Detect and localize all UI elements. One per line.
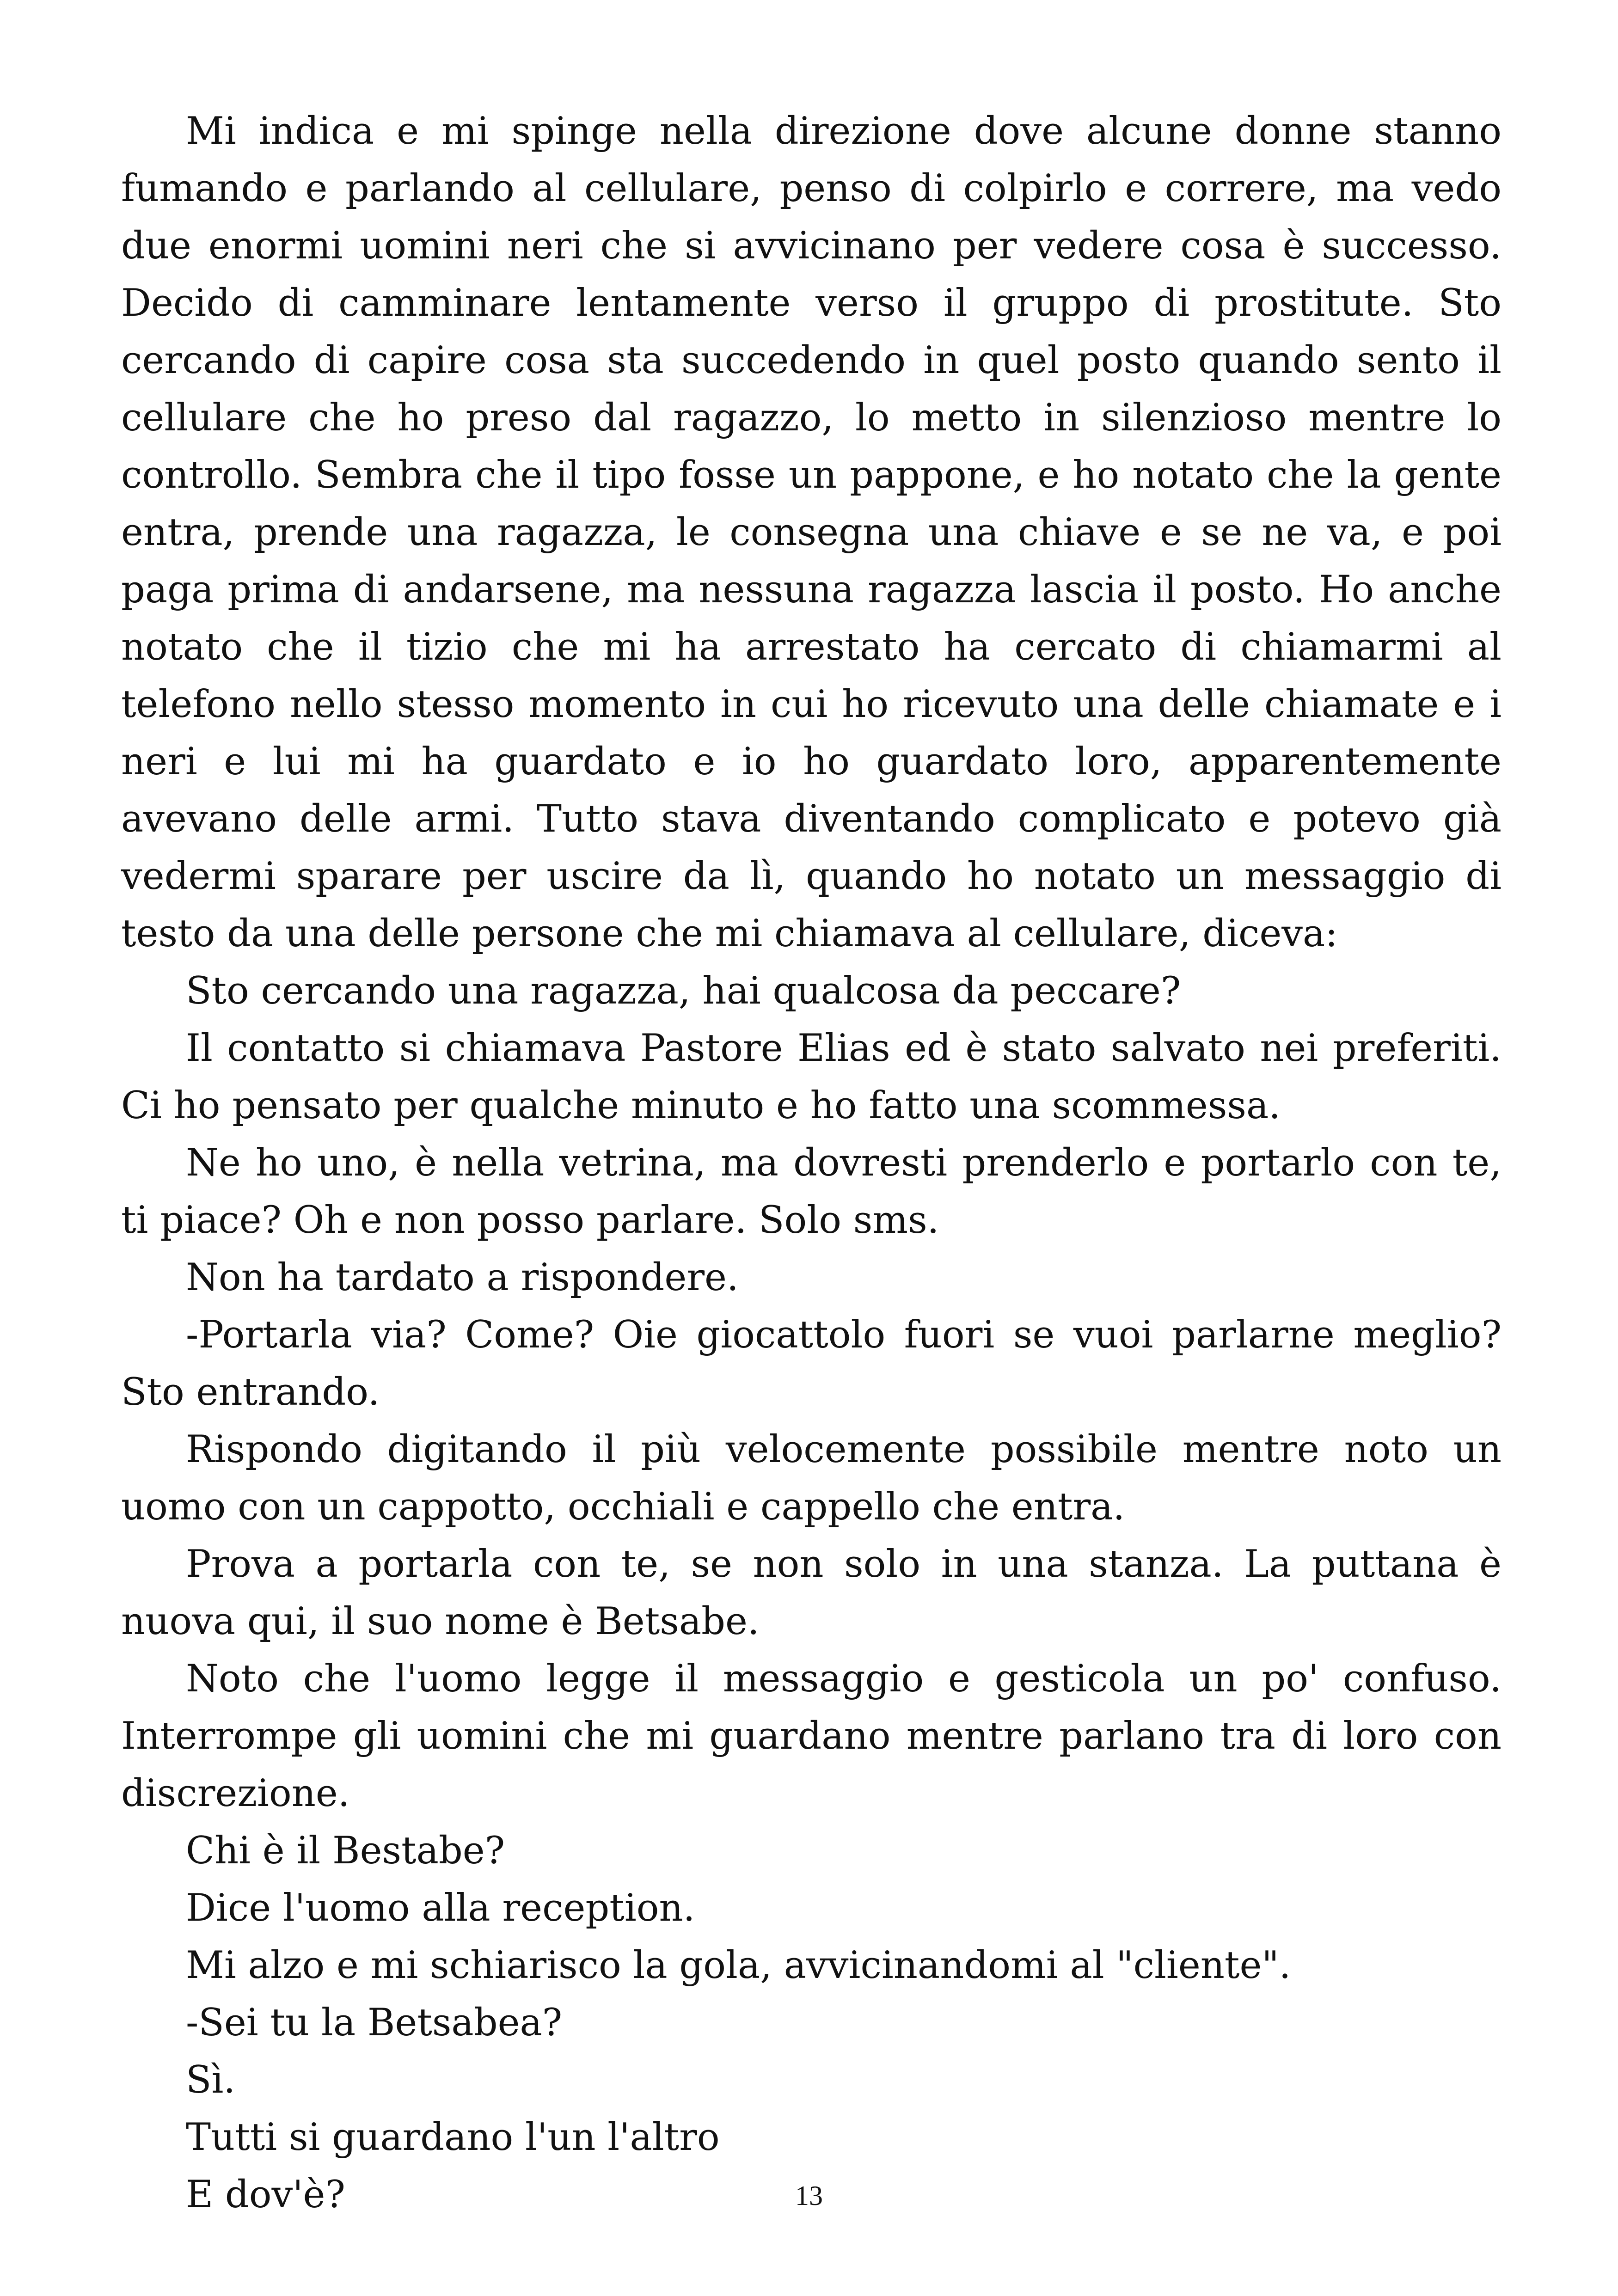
paragraph: Chi è il Bestabe? [186,1829,505,1873]
paragraph: Sì. [186,2058,236,2102]
body-text [121,103,1502,2223]
paragraph: Sto cercando una ragazza, hai qualcosa da peccare? [186,969,1181,1013]
paragraph: Tutti si guardano l'un l'altro [186,2116,720,2159]
paragraph: -Sei tu la Betsabea? [186,2001,563,2045]
paragraph: Prova a portarla con te, se non solo in una stanza. La puttana è nuova qui, il suo nome è Betsabe. [121,1543,1502,1643]
paragraph: Rispondo digitando il più velocemente possibile mentre noto un uomo con un cappotto, occhiali e cappello che entra. [121,1428,1502,1529]
paragraph: E dov'è? [186,2173,345,2216]
paragraph: Ne ho uno, è nella vetrina, ma dovresti prenderlo e portarlo con te, ti piace? Oh e non posso parlare. Solo sms. [121,1141,1502,1242]
paragraph: Noto che l'uomo legge il messaggio e gesticola un po' confuso. Interrompe gli uomini che mi guardano mentre parlano tra di loro con discrezione. [121,1657,1502,1815]
page-number: 13 [795,2180,823,2211]
paragraph: Mi alzo e mi schiarisco la gola, avvicinandomi al "cliente". [186,1944,1291,1987]
paragraph: Non ha tardato a rispondere. [186,1256,739,1299]
paragraph: -Portarla via? Come? Oie giocattolo fuori se vuoi parlarne meglio? Sto entrando. [121,1313,1502,1414]
paragraph: Dice l'uomo alla reception. [186,1886,695,1930]
paragraph: Il contatto si chiamava Pastore Elias ed è stato salvato nei preferiti. Ci ho pensato per qualche minuto e ho fatto una scommessa. [121,1027,1502,1127]
paragraph: Mi indica e mi spinge nella direzione dove alcune donne stanno fumando e parlando al cellulare, penso di colpirlo e correre, ma vedo due enormi uomini neri che si avvicinano per vedere cosa è successo. Decido di camminare lentamente verso il gruppo di prostitute. Sto cercando di capire cosa sta succedendo in quel posto quando sento il cellulare che ho preso dal ragazzo, lo metto in silenzioso mentre lo controllo. Sembra che il tipo fosse un pappone, e ho notato che la gente entra, prende una ragazza, le consegna una chiave e se ne va, e poi paga prima di andarsene, ma nessuna ragazza lascia il posto. Ho anche notato che il tizio che mi ha arrestato ha cercato di chiamarmi al telefono nello stesso momento in cui ho ricevuto una delle chiamate e i neri e lui mi ha guardato e io ho guardato loro, apparentemente avevano delle armi. Tutto stava diventando complicato e potevo già vedermi sparare per uscire da lì, quando ho notato un messaggio di testo da una delle persone che mi chiamava al cellulare, diceva: [121,110,1502,955]
